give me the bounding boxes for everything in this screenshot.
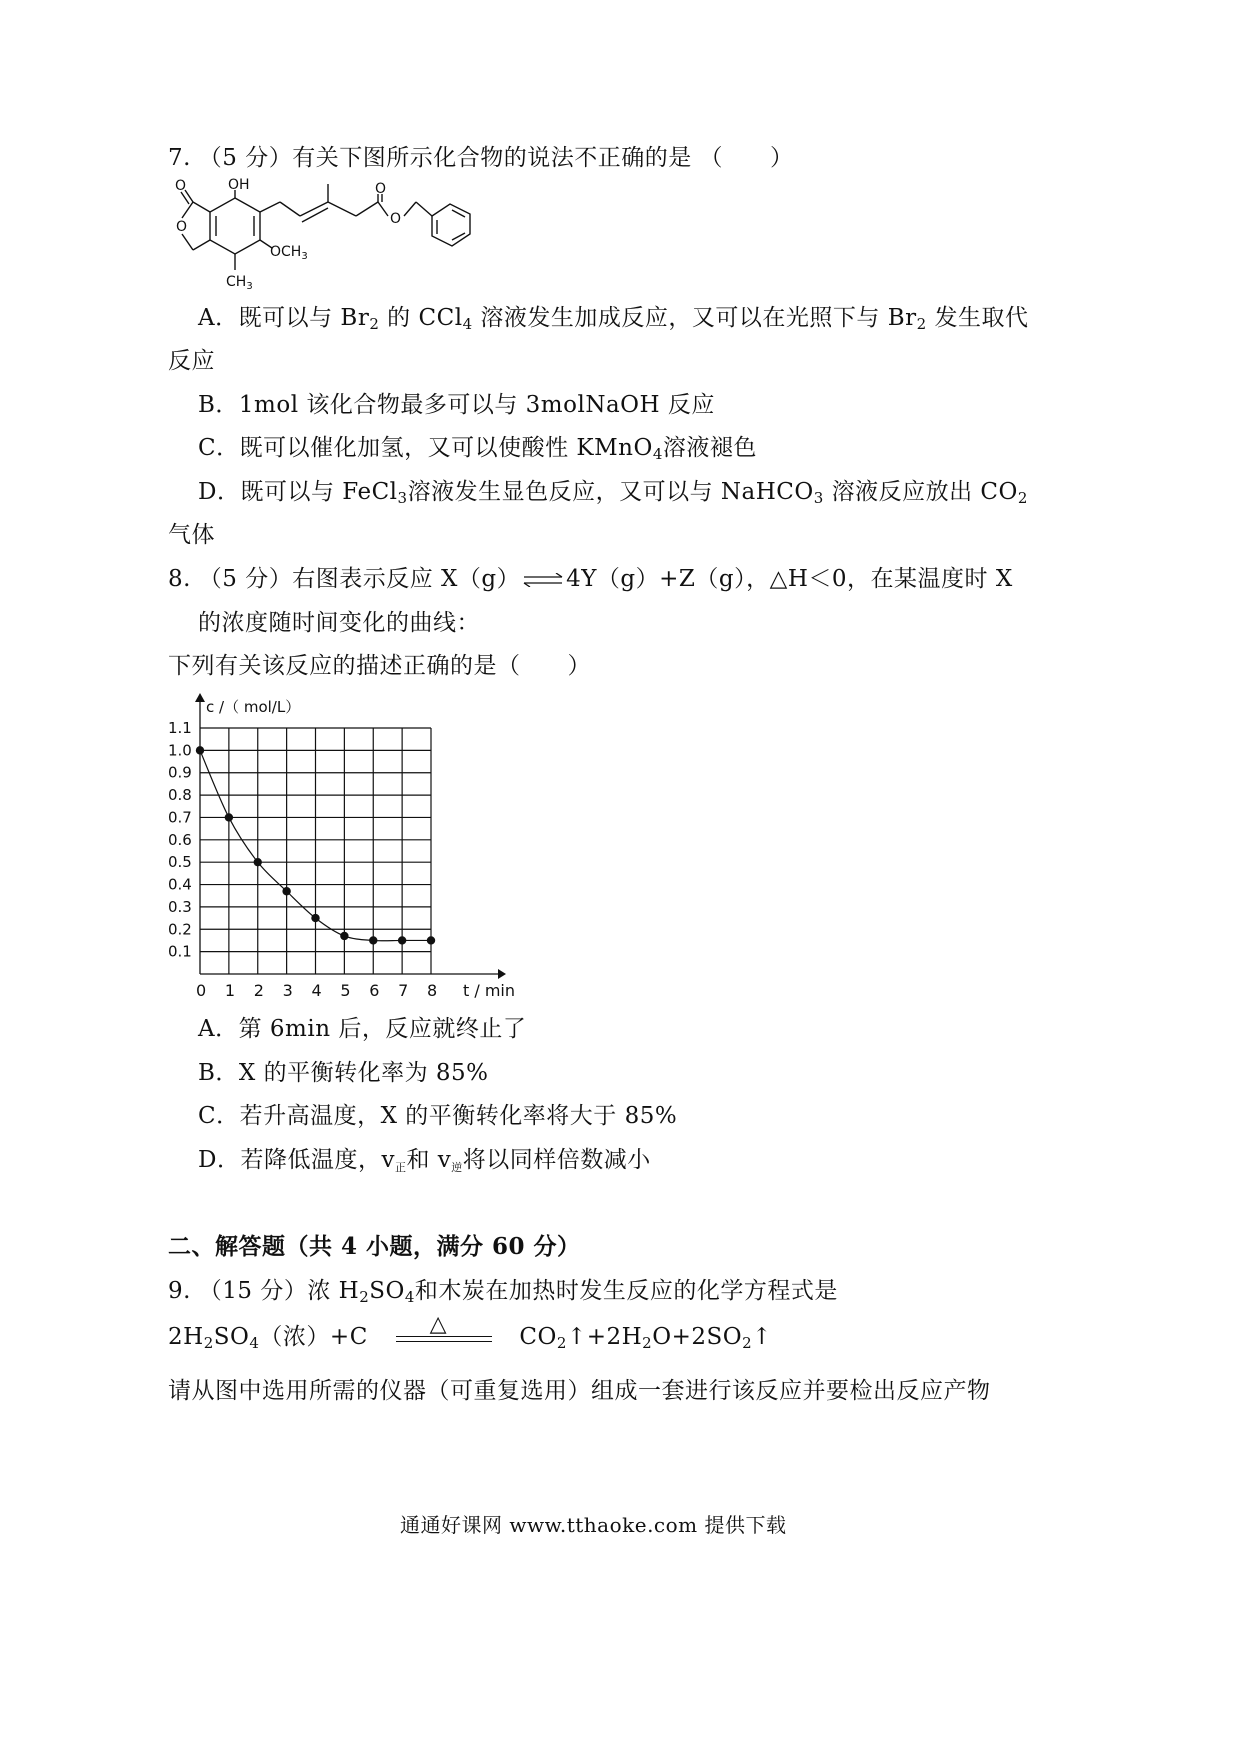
data-point: [427, 936, 435, 944]
q7-option-c: C．既可以催化加氢，又可以使酸性 KMnO$_4$溶液褪色: [198, 435, 757, 463]
y-tick-label: 0.2: [168, 920, 192, 939]
y-tick-label: 0.9: [168, 763, 192, 782]
q9-stem-line3: 请从图中选用所需的仪器（可重复选用）组成一套进行该反应并要检出反应产物: [168, 1378, 991, 1404]
y-tick-label: 0.7: [168, 808, 192, 827]
y-tick-label: 0.5: [168, 853, 192, 872]
q7-stem: 7. （5 分）有关下图所示化合物的说法不正确的是 （ ）: [168, 145, 794, 171]
y-axis-label: c /（ mol/L）: [206, 698, 301, 716]
ring-o-label: O: [176, 219, 188, 235]
x-tick-label: 4: [311, 981, 322, 1000]
q8-stem-line2: 的浓度随时间变化的曲线：: [198, 610, 480, 636]
ester-carbonyl-o-label: O: [375, 181, 387, 197]
q7-option-a: A．既可以与 $Br_2$ 的 CCl$_4$ 溶液发生加成反应，又可以在光照下与 $Br_2$ 发生取代: [198, 305, 1029, 333]
ester-o-label: O: [390, 211, 402, 227]
q8-stem-line3: 下列有关该反应的描述正确的是（ ）: [168, 653, 591, 679]
x-axis-label: t / min: [463, 981, 516, 1000]
q8-stem-line1: 8. （5 分）右图表示反应 X（g） 4Y（g）+Z（g），△H＜0，在某温度时 X: [168, 566, 1013, 592]
x-axis-arrow: [498, 969, 506, 979]
compound-structure: [160, 176, 490, 296]
y-tick-label: 1.0: [168, 741, 192, 760]
x-tick-label: 6: [369, 981, 380, 1000]
carbonyl-o-label: O: [175, 178, 187, 194]
data-point: [398, 936, 406, 944]
y-tick-label: 0.1: [168, 942, 192, 961]
q8-option-c: C．若升高温度，X 的平衡转化率将大于 85%: [198, 1103, 678, 1129]
q9-equation: $2H_2SO_4$（浓）+C △ $CO_2↑+2H_2O+2SO_2↑$: [168, 1312, 772, 1352]
q7-option-a-cont: 反应: [168, 348, 215, 374]
page-footer: 通通好课网 www.tthaoke.com 提供下载: [400, 1513, 787, 1537]
data-point: [196, 746, 204, 754]
x-tick-label: 1: [224, 981, 236, 1000]
q7-option-d: D．既可以与 FeCl$_3$溶液发生显色反应，又可以与 NaHCO$_3$ 溶液反应放出 $CO_2$: [198, 479, 1028, 507]
q8-option-b: B．X 的平衡转化率为 85%: [198, 1060, 489, 1086]
q7-option-b: B．1mol 该化合物最多可以与 3molNaOH 反应: [198, 392, 715, 418]
x-tick-label: 8: [427, 981, 438, 1000]
x-tick-label: 7: [398, 981, 409, 1000]
data-point: [254, 858, 262, 866]
data-point: [340, 932, 348, 940]
delta-symbol: △: [429, 1312, 448, 1337]
data-point: [225, 813, 233, 821]
equilibrium-arrow-icon: [522, 573, 564, 587]
y-tick-label: 0.4: [168, 875, 192, 894]
heating-condition: [396, 1312, 492, 1352]
q9-stem-line1: 9. （15 分）浓 $H_2SO_4$和木炭在加热时发生反应的化学方程式是: [168, 1278, 838, 1306]
x-tick-label: 3: [282, 981, 293, 1000]
och3-label: $OCH_3$: [270, 244, 308, 262]
q8-option-a: A．第 6min 后，反应就终止了: [198, 1016, 527, 1042]
x-tick-label: 2: [253, 981, 264, 1000]
x-tick-label: 5: [340, 981, 351, 1000]
q8-option-d: D．若降低温度，$v_正$和 $v_逆$将以同样倍数减小: [198, 1147, 651, 1174]
data-point: [282, 887, 290, 895]
x-tick-label: 0: [196, 981, 207, 1000]
y-tick-label: 0.6: [168, 830, 192, 849]
data-point: [369, 936, 377, 944]
data-point: [311, 914, 319, 922]
y-tick-label: 0.8: [168, 786, 192, 805]
section-2-title: 二、解答题（共 4 小题，满分 60 分）: [168, 1233, 581, 1260]
y-tick-label: 1.1: [168, 719, 192, 737]
y-axis-arrow: [195, 693, 205, 702]
ch3-label: $CH_3$: [226, 274, 253, 292]
q7-option-d-cont: 气体: [168, 522, 215, 548]
concentration-chart: [160, 688, 520, 1008]
oh-label: OH: [228, 177, 250, 193]
y-tick-label: 0.3: [168, 897, 192, 916]
